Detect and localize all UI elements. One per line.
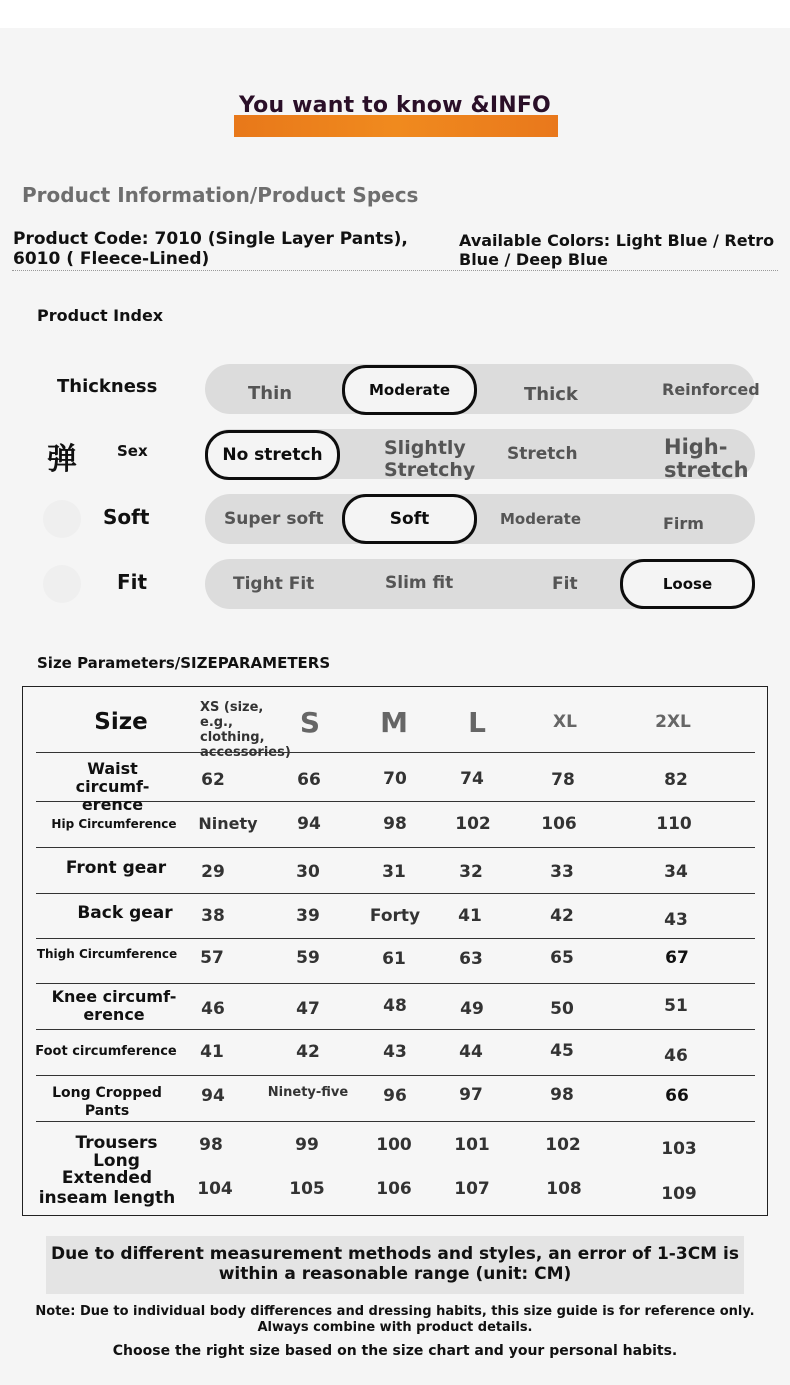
- table-cell: 106: [376, 1179, 412, 1199]
- section-title: Product Information/Product Specs: [22, 183, 419, 207]
- size-table-title: Size Parameters/SIZEPARAMETERS: [37, 654, 331, 672]
- table-cell: 105: [289, 1179, 325, 1199]
- table-cell: 104: [197, 1179, 233, 1199]
- product-index-title: Product Index: [37, 306, 164, 325]
- table-cell: 98: [383, 814, 407, 834]
- table-cell: 106: [541, 814, 577, 834]
- reference-note: Note: Due to individual body differences and dressing habits, this size guide is for reference only. Always combine with product details.: [35, 1304, 755, 1335]
- row-label-extended-inseam: Extended inseam length: [38, 1168, 176, 1208]
- row-label-thigh: Thigh Circumference: [36, 947, 178, 961]
- row-label-hip: Hip Circumference: [51, 817, 177, 831]
- table-cell: 96: [383, 1086, 407, 1106]
- index-label-fit: Fit: [117, 570, 148, 594]
- header-size: Size: [94, 709, 148, 735]
- row-label-long-cropped: Long Cropped Pants: [52, 1085, 162, 1119]
- measurement-note: Due to different measurement methods and styles, an error of 1-3CM is within a reasonable range (unit: CM): [51, 1244, 739, 1284]
- table-rule: [36, 893, 755, 894]
- header-m: M: [380, 706, 408, 739]
- row-label-back-gear: Back gear: [77, 903, 173, 923]
- table-cell: 51: [664, 996, 688, 1016]
- table-cell: 98: [199, 1135, 223, 1155]
- table-cell: 110: [656, 814, 692, 834]
- table-rule: [36, 1075, 755, 1076]
- table-cell: 33: [550, 862, 574, 882]
- table-cell: 48: [383, 996, 407, 1016]
- table-cell: 63: [459, 949, 483, 969]
- table-rule: [36, 1121, 755, 1122]
- table-cell: 59: [296, 948, 320, 968]
- table-cell: Ninety: [198, 814, 258, 833]
- table-cell: 101: [454, 1135, 490, 1155]
- table-cell: 47: [296, 999, 320, 1019]
- table-rule: [36, 752, 755, 753]
- size-advice: Choose the right size based on the size chart and your personal habits.: [112, 1343, 678, 1359]
- table-cell: 102: [455, 814, 491, 834]
- option-no-stretch-selected: No stretch: [205, 430, 340, 480]
- table-cell: 34: [664, 862, 688, 882]
- table-cell: 43: [664, 910, 688, 930]
- header-accent-bar: [234, 115, 558, 137]
- stretch-glyph: 弹: [47, 442, 77, 477]
- option-slightly-stretchy: Slightly Stretchy: [384, 437, 476, 481]
- header-xs: XS (size, e.g., clothing, accessories): [200, 700, 291, 760]
- top-band: [0, 0, 790, 28]
- table-cell: 103: [661, 1139, 697, 1159]
- table-cell: 32: [459, 862, 483, 882]
- table-cell: 38: [201, 906, 225, 926]
- table-cell: 39: [296, 906, 320, 926]
- option-firm: Firm: [663, 514, 704, 533]
- table-rule: [36, 983, 755, 984]
- table-cell: 100: [376, 1135, 412, 1155]
- table-cell: Forty: [369, 906, 421, 926]
- table-cell: 46: [664, 1046, 688, 1066]
- index-label-thickness: Thickness: [57, 376, 158, 397]
- table-cell: 70: [383, 769, 407, 789]
- index-label-sex: Sex: [117, 442, 148, 460]
- table-cell: 74: [460, 769, 484, 789]
- table-cell: 97: [459, 1085, 483, 1105]
- table-cell: 30: [296, 862, 320, 882]
- fit-icon: [43, 565, 81, 603]
- option-moderate-selected: Moderate: [342, 365, 477, 415]
- table-cell: 44: [459, 1042, 483, 1062]
- header-s: S: [299, 706, 321, 739]
- table-cell: 45: [550, 1041, 574, 1061]
- table-cell: 107: [454, 1179, 490, 1199]
- table-cell: 41: [458, 906, 482, 926]
- option-thin: Thin: [248, 383, 293, 404]
- table-cell: 98: [550, 1085, 574, 1105]
- table-cell: 41: [200, 1042, 224, 1062]
- option-thick: Thick: [524, 384, 578, 405]
- page-title: You want to know &INFO: [239, 93, 551, 118]
- table-rule: [36, 847, 755, 848]
- divider: [12, 270, 778, 271]
- table-cell: 62: [201, 770, 225, 790]
- table-cell: 78: [551, 770, 575, 790]
- option-high-stretch: High-stretch: [664, 435, 749, 482]
- table-cell: 29: [201, 862, 225, 882]
- soft-icon: [43, 500, 81, 538]
- option-tight-fit: Tight Fit: [233, 574, 315, 594]
- table-cell: Ninety-five: [267, 1085, 349, 1100]
- table-cell: 43: [383, 1042, 407, 1062]
- table-cell: 61: [382, 949, 406, 969]
- option-reinforced: Reinforced: [662, 380, 760, 399]
- table-cell: 57: [200, 948, 224, 968]
- table-cell: 109: [661, 1184, 697, 1204]
- table-cell: 42: [550, 906, 574, 926]
- table-cell: 99: [295, 1135, 319, 1155]
- header-2xl: 2XL: [655, 712, 691, 732]
- table-rule: [36, 938, 755, 939]
- row-label-front-gear: Front gear: [65, 858, 167, 878]
- header-l: L: [468, 706, 486, 739]
- table-rule: [36, 1029, 755, 1030]
- header-xl: XL: [553, 712, 577, 732]
- index-label-soft: Soft: [103, 505, 150, 529]
- option-slim-fit: Slim fit: [385, 573, 454, 593]
- option-stretch: Stretch: [507, 444, 578, 464]
- table-cell: 66: [297, 770, 321, 790]
- table-cell: 42: [296, 1042, 320, 1062]
- row-label-trousers-long: Trousers Long: [75, 1133, 158, 1171]
- option-fit: Fit: [552, 574, 578, 594]
- table-cell: 50: [550, 999, 574, 1019]
- table-cell: 65: [550, 948, 574, 968]
- table-cell: 82: [664, 770, 688, 790]
- row-label-foot: Foot circumference: [35, 1044, 177, 1059]
- row-label-knee: Knee circumf-erence: [51, 987, 177, 1024]
- option-moderate: Moderate: [500, 510, 582, 528]
- table-cell: 46: [201, 999, 225, 1019]
- table-cell: 66: [665, 1086, 689, 1106]
- table-cell: 108: [546, 1179, 582, 1199]
- option-soft-selected: Soft: [342, 494, 477, 544]
- row-label-waist: Waist circumf-erence: [75, 759, 150, 814]
- product-code: Product Code: 7010 (Single Layer Pants), 6010 ( Fleece-Lined): [13, 229, 408, 269]
- option-loose-selected: Loose: [620, 559, 755, 609]
- table-cell: 94: [297, 814, 321, 834]
- table-cell: 102: [545, 1135, 581, 1155]
- available-colors: Available Colors: Light Blue / Retro Blue / Deep Blue: [459, 231, 775, 269]
- table-cell: 31: [382, 862, 406, 882]
- table-cell: 49: [460, 999, 484, 1019]
- table-cell: 94: [201, 1086, 225, 1106]
- option-super-soft: Super soft: [224, 509, 324, 529]
- table-cell: 67: [665, 948, 689, 968]
